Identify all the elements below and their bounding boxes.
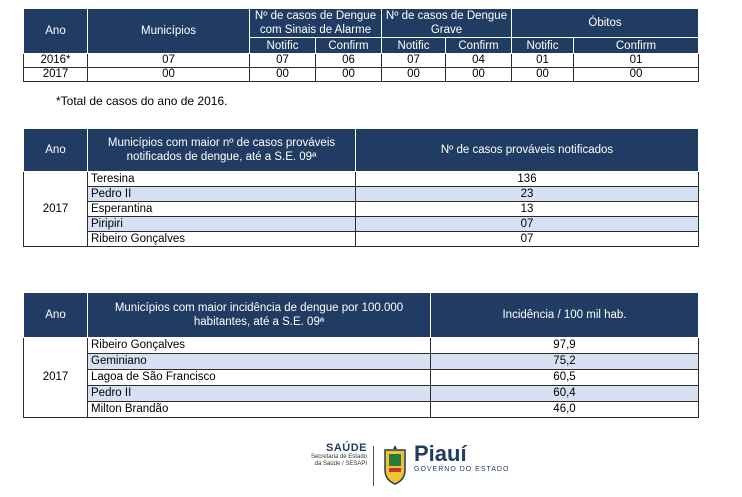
header-notific: Notific: [250, 38, 316, 54]
cell: 07: [382, 54, 446, 68]
header-confirm: Confirm: [574, 38, 699, 54]
municipio-name: Ribeiro Gonçalves: [88, 232, 356, 247]
cell-value: 23: [356, 187, 699, 202]
table-row: [24, 232, 699, 247]
coat-of-arms-icon: [382, 444, 408, 486]
cell: 2016*: [24, 54, 88, 68]
header-municipios: Municípios com maior incidência de dengue por 100.000 habitantes, até a S.E. 09ª: [88, 293, 431, 338]
top-municipios-cases-table: [23, 128, 699, 247]
header-sinais-alarme: Nº de casos de Dengue com Sinais de Alarme: [250, 9, 382, 38]
cell-value: 75,2: [431, 354, 699, 370]
cell-value: 46,0: [431, 402, 699, 418]
cell: 04: [446, 54, 512, 68]
cell: 01: [574, 54, 699, 68]
municipio-name: Esperantina: [88, 202, 356, 217]
cell-value: 136: [356, 172, 699, 187]
header-obitos: Óbitos: [512, 9, 699, 38]
table-row: [24, 402, 699, 418]
logo-divider: [373, 446, 374, 486]
saude-logo-title: SAÚDE: [325, 442, 367, 454]
year-cell: 2017: [24, 338, 88, 418]
cell: 07: [88, 54, 250, 68]
header-confirm: Confirm: [316, 38, 382, 54]
cell: 2017: [24, 68, 88, 82]
cell: 07: [250, 54, 316, 68]
municipio-name: Ribeiro Gonçalves: [88, 338, 431, 354]
table-row: [24, 354, 699, 370]
cell: 00: [574, 68, 699, 82]
municipio-name: Lagoa de São Francisco: [88, 370, 431, 386]
header-ano: Ano: [24, 129, 88, 172]
cell-value: 60,4: [431, 386, 699, 402]
piaui-logo: [414, 442, 509, 473]
cell-value: 13: [356, 202, 699, 217]
header-municipios: Municípios com maior nº de casos prováveis notificados de dengue, até a S.E. 09ª: [88, 129, 356, 172]
piaui-logo-sub: GOVERNO DO ESTADO: [414, 466, 510, 473]
cell-value: 07: [356, 232, 699, 247]
municipio-name: Teresina: [88, 172, 356, 187]
footnote: *Total de casos do ano de 2016.: [56, 94, 228, 108]
table-row: [24, 187, 699, 202]
municipio-name: Pedro II: [88, 187, 356, 202]
table-row: [24, 370, 699, 386]
header-incidencia: Incidência / 100 mil hab.: [431, 293, 699, 338]
table-row: [24, 54, 699, 68]
municipio-name: Piripiri: [88, 217, 356, 232]
municipio-name: Milton Brandão: [88, 402, 431, 418]
municipio-name: Geminiano: [88, 354, 431, 370]
header-notific: Notific: [382, 38, 446, 54]
cell: 00: [382, 68, 446, 82]
cell: 06: [316, 54, 382, 68]
cell-value: 60,5: [431, 370, 699, 386]
top-municipios-incidence-table: [23, 292, 699, 418]
piaui-logo-title: Piauí: [414, 441, 467, 466]
cell: 01: [512, 54, 574, 68]
cell: 00: [316, 68, 382, 82]
cell-value: 07: [356, 217, 699, 232]
cell: 00: [446, 68, 512, 82]
year-cell: 2017: [24, 172, 88, 247]
table-row: [24, 202, 699, 217]
saude-logo-sub2: da Saúde / SESAPI: [314, 461, 367, 467]
cell: 00: [250, 68, 316, 82]
header-confirm: Confirm: [446, 38, 512, 54]
dengue-cases-table: [23, 8, 699, 82]
cell-value: 97,9: [431, 338, 699, 354]
cell: 00: [88, 68, 250, 82]
table-row: [24, 172, 699, 187]
header-municipios: Municípios: [88, 9, 250, 54]
table-row: [24, 338, 699, 354]
cell: 00: [512, 68, 574, 82]
saude-logo-sub1: Secretaria de Estado: [310, 454, 367, 460]
table-row: [24, 68, 699, 82]
header-dengue-grave: Nº de casos de Dengue Grave: [382, 9, 512, 38]
saude-logo: [305, 442, 367, 468]
header-casos-notificados: Nº de casos prováveis notificados: [356, 129, 699, 172]
header-ano: Ano: [24, 9, 88, 54]
header-notific: Notific: [512, 38, 574, 54]
header-ano: Ano: [24, 293, 88, 338]
table-row: [24, 386, 699, 402]
municipio-name: Pedro II: [88, 386, 431, 402]
table-row: [24, 217, 699, 232]
